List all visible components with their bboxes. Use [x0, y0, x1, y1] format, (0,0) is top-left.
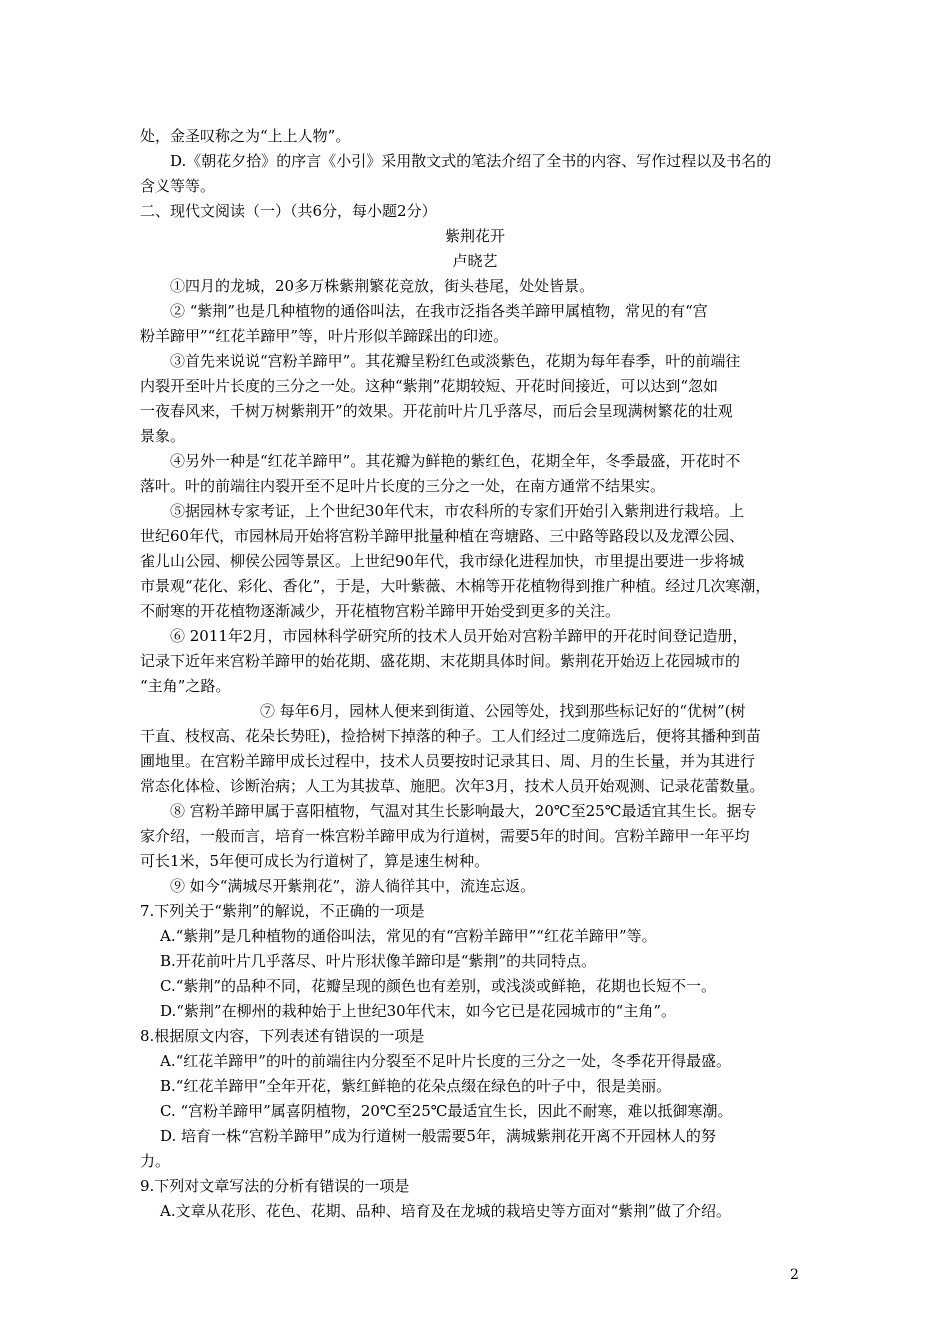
text-line: “主角”之路。: [140, 677, 231, 695]
article-title: 紫荆花开: [444, 227, 505, 245]
option-8a: A.“红花羊蹄甲”的叶的前端往内分裂至不足叶片长度的三分之一处，冬季花开得最盛。: [160, 1052, 731, 1070]
question-9: 9.下列对文章写法的分析有错误的一项是: [140, 1177, 410, 1195]
text-line: D.《朝花夕拾》的序言《小引》采用散文式的笔法介绍了全书的内容、写作过程以及书名的: [170, 152, 772, 170]
text-line: 不耐寒的开花植物逐渐减少，开花植物宫粉羊蹄甲开始受到更多的关注。: [140, 602, 621, 620]
text-line: 家介绍，一般而言，培育一株宫粉羊蹄甲成为行道树，需要5年的时间。宫粉羊蹄甲一年平均: [140, 827, 750, 845]
text-line: 粉羊蹄甲”“红花羊蹄甲”等，叶片形似羊蹄踩出的印迹。: [140, 327, 509, 345]
text-line: 落叶。叶的前端往内裂开至不足叶片长度的三分之一处，在南方通常不结果实。: [140, 477, 666, 495]
text-line: ①四月的龙城，20多万株紫荆繁花竞放，街头巷尾，处处皆景。: [170, 277, 595, 295]
text-line: ⑨ 如今“满城尽开紫荆花”，游人徜徉其中，流连忘返。: [170, 877, 536, 895]
text-line: 圃地里。在宫粉羊蹄甲成长过程中，技术人员要按时记录其日、周、月的生长量，并为其进行: [140, 752, 756, 770]
text-line: 内裂开至叶片长度的三分之一处。这种“紫荆”花期较短、开花时间接近，可以达到“忽如: [140, 377, 719, 395]
text-line: 世纪60年代，市园林局开始将宫粉羊蹄甲批量种植在弯塘路、三中路等路段以及龙潭公园、: [140, 527, 745, 545]
option-8d-cont: 力。: [140, 1152, 171, 1170]
page-number: 2: [790, 1267, 799, 1283]
question-7: 7.下列关于“紫荆”的解说，不正确的一项是: [140, 902, 425, 920]
text-line: 雀儿山公园、柳侯公园等景区。上世纪90年代，我市绿化进程加快，市里提出要进一步将城: [140, 552, 745, 570]
option-7d: D.“紫荆”在柳州的栽种始于上世纪30年代末，如今它已是花园城市的“主角”。: [160, 1002, 677, 1020]
text-line: ⑦ 每年6月，园林人便来到街道、公园等处，找到那些标记好的“优树”(树: [260, 702, 746, 720]
option-9a: A.文章从花形、花色、花期、品种、培育及在龙城的栽培史等方面对“紫荆”做了介绍。: [160, 1202, 731, 1220]
question-8: 8.根据原文内容，下列表述有错误的一项是: [140, 1027, 425, 1045]
text-line: ⑤据园林专家考证，上个世纪30年代末，市农科所的专家们开始引入紫荆进行栽培。上: [170, 502, 745, 520]
text-line: ④另外一种是“红花羊蹄甲”。其花瓣为鲜艳的紫红色，花期全年，冬季最盛，开花时不: [170, 452, 741, 470]
option-7a: A.“紫荆”是几种植物的通俗叫法，常见的有“宫粉羊蹄甲”“红花羊蹄甲”等。: [160, 927, 657, 945]
text-line: 一夜春风来，千树万树紫荆开”的效果。开花前叶片几乎落尽，而后会呈现满树繁花的壮观: [140, 402, 733, 420]
text-line: ② “紫荆”也是几种植物的通俗叫法，在我市泛指各类羊蹄甲属植物，常见的有“宫: [170, 302, 708, 320]
text-line: ⑥ 2011年2月，市园林科学研究所的技术人员开始对宫粉羊蹄甲的开花时间登记造册，: [170, 627, 748, 645]
text-line: ⑧ 宫粉羊蹄甲属于喜阳植物，气温对其生长影响最大，20℃至25℃最适宜其生长。据专: [170, 802, 757, 820]
text-line: 干直、枝杈高、花朵长势旺)，捡拾树下掉落的种子。工人们经过二度筛选后，便将其播种到苗: [140, 727, 761, 745]
option-7c: C.“紫荆”的品种不同，花瓣呈现的颜色也有差别，或浅淡或鲜艳，花期也长短不一。: [160, 977, 717, 995]
option-8b: B.“红花羊蹄甲”全年开花，紫红鲜艳的花朵点缀在绿色的叶子中，很是美丽。: [160, 1077, 672, 1095]
section-heading: 二、现代文阅读（一）（共6分，每小题2分）: [140, 202, 437, 220]
text-line: 含义等等。: [140, 177, 216, 195]
text-line: 处，金圣叹称之为“上上人物”。: [140, 127, 351, 145]
option-8d: D. 培育一株“宫粉羊蹄甲”成为行道树一般需要5年，满城紫荆花开离不开园林人的努: [160, 1127, 716, 1145]
text-line: 常态化体检、诊断治病；人工为其拔草、施肥。次年3月，技术人员开始观测、记录花蕾数量。: [140, 777, 765, 795]
text-line: 可长1米，5年便可成长为行道树了，算是速生树种。: [140, 852, 490, 870]
text-line: 景象。: [140, 427, 186, 445]
text-line: ③首先来说说“宫粉羊蹄甲”。其花瓣呈粉红色或淡紫色，花期为每年春季，叶的前端往: [170, 352, 741, 370]
text-line: 记录下近年来宫粉羊蹄甲的始花期、盛花期、末花期具体时间。紫荆花开始迈上花园城市的: [140, 652, 741, 670]
article-author: 卢晓艺: [452, 252, 498, 270]
text-line: 市景观“花化、彩化、香化”，于是，大叶紫薇、木棉等开花植物得到推广种植。经过几次寒潮，: [140, 577, 771, 595]
option-8c: C. “宫粉羊蹄甲”属喜阴植物，20℃至25℃最适宜生长，因此不耐寒，难以抵御寒潮。: [160, 1102, 733, 1120]
option-7b: B.开花前叶片几乎落尽、叶片形状像羊蹄印是“紫荆”的共同特点。: [160, 952, 597, 970]
